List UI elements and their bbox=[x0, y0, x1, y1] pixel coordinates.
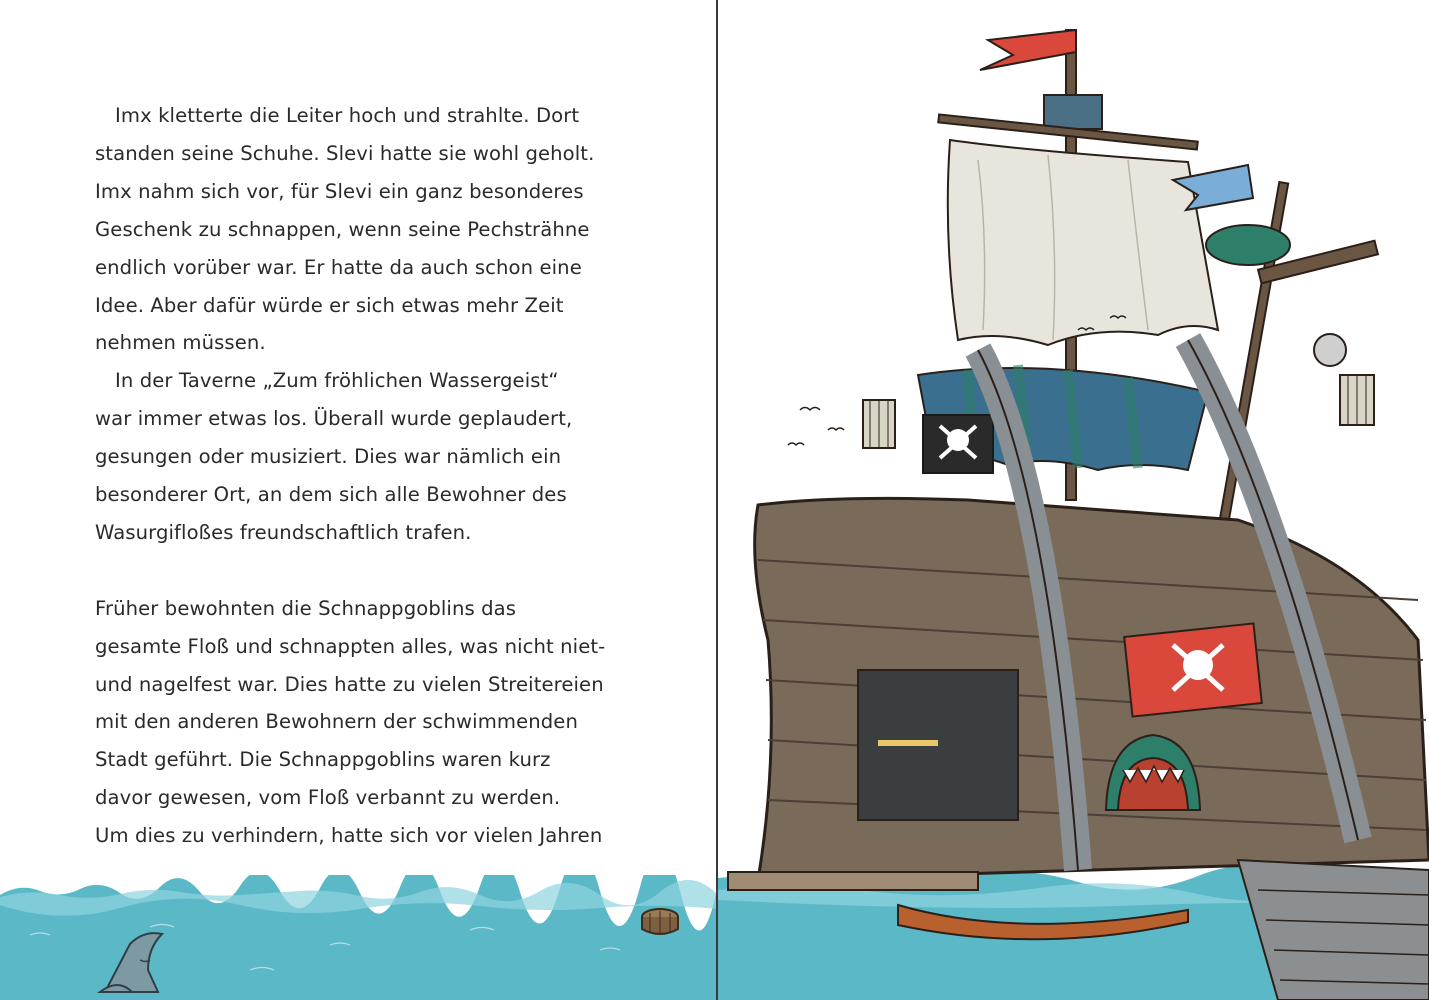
story-text bbox=[95, 97, 655, 855]
fore-top bbox=[1206, 225, 1290, 265]
text-line: Um dies zu verhindern, hatte sich vor vielen Jahren bbox=[95, 824, 603, 848]
text-line: Früher bewohnten die Schnappgoblins das bbox=[95, 596, 517, 620]
text-line: Imx nahm sich vor, für Slevi ein ganz besonderes bbox=[95, 179, 584, 203]
text-line: davor gewesen, vom Floß verbannt zu werden. bbox=[95, 786, 561, 810]
skull-crossbones-icon bbox=[1124, 623, 1262, 716]
text-line: Stadt geführt. Die Schnappgoblins waren kurz bbox=[95, 748, 551, 772]
text-line: besonderer Ort, an dem sich alle Bewohner des bbox=[95, 483, 567, 507]
paragraph-2 bbox=[95, 362, 655, 552]
paragraph-1 bbox=[95, 97, 655, 362]
text-line: standen seine Schuhe. Slevi hatte sie wohl geholt. bbox=[95, 141, 595, 165]
paragraph-3 bbox=[95, 590, 655, 855]
text-line: endlich vorüber war. Er hatte da auch schon eine bbox=[95, 255, 582, 279]
main-sail bbox=[948, 140, 1218, 345]
text-line: mit den anderen Bewohnern der schwimmenden bbox=[95, 710, 578, 734]
text-line: gesamte Floß und schnappten alles, was nicht niet- bbox=[95, 634, 606, 658]
skull-crossbones-icon bbox=[923, 415, 993, 473]
sea-illustration bbox=[0, 875, 717, 1000]
text-line: gesungen oder musiziert. Dies war nämlich ein bbox=[95, 445, 562, 469]
lantern-icon bbox=[1340, 375, 1374, 425]
lantern-icon bbox=[863, 400, 895, 448]
text-line: Geschenk zu schnappen, wenn seine Pechsträhne bbox=[95, 217, 590, 241]
right-page bbox=[718, 0, 1429, 1000]
text-line: In der Taverne „Zum fröhlichen Wassergeist“ bbox=[115, 369, 559, 393]
crows-nest bbox=[1044, 95, 1102, 129]
text-line: Wasurgifloßes freundschaftlich trafen. bbox=[95, 520, 472, 544]
text-line: nehmen müssen. bbox=[95, 331, 266, 355]
water-surface bbox=[0, 875, 717, 1000]
disco-ball bbox=[1314, 334, 1346, 366]
text-line: war immer etwas los. Überall wurde geplaudert, bbox=[95, 407, 573, 431]
red-flag bbox=[980, 30, 1076, 70]
paragraph-spacer bbox=[95, 552, 655, 590]
text-line: Imx kletterte die Leiter hoch und strahlte. Dort bbox=[115, 104, 580, 127]
raft bbox=[728, 872, 978, 890]
text-line: und nagelfest war. Dies hatte zu vielen Streitereien bbox=[95, 672, 604, 696]
text-line: Idee. Aber dafür würde er sich etwas mehr Zeit bbox=[95, 293, 564, 317]
ship-tavern-illustration bbox=[718, 0, 1429, 1000]
barrel-icon bbox=[642, 909, 678, 935]
